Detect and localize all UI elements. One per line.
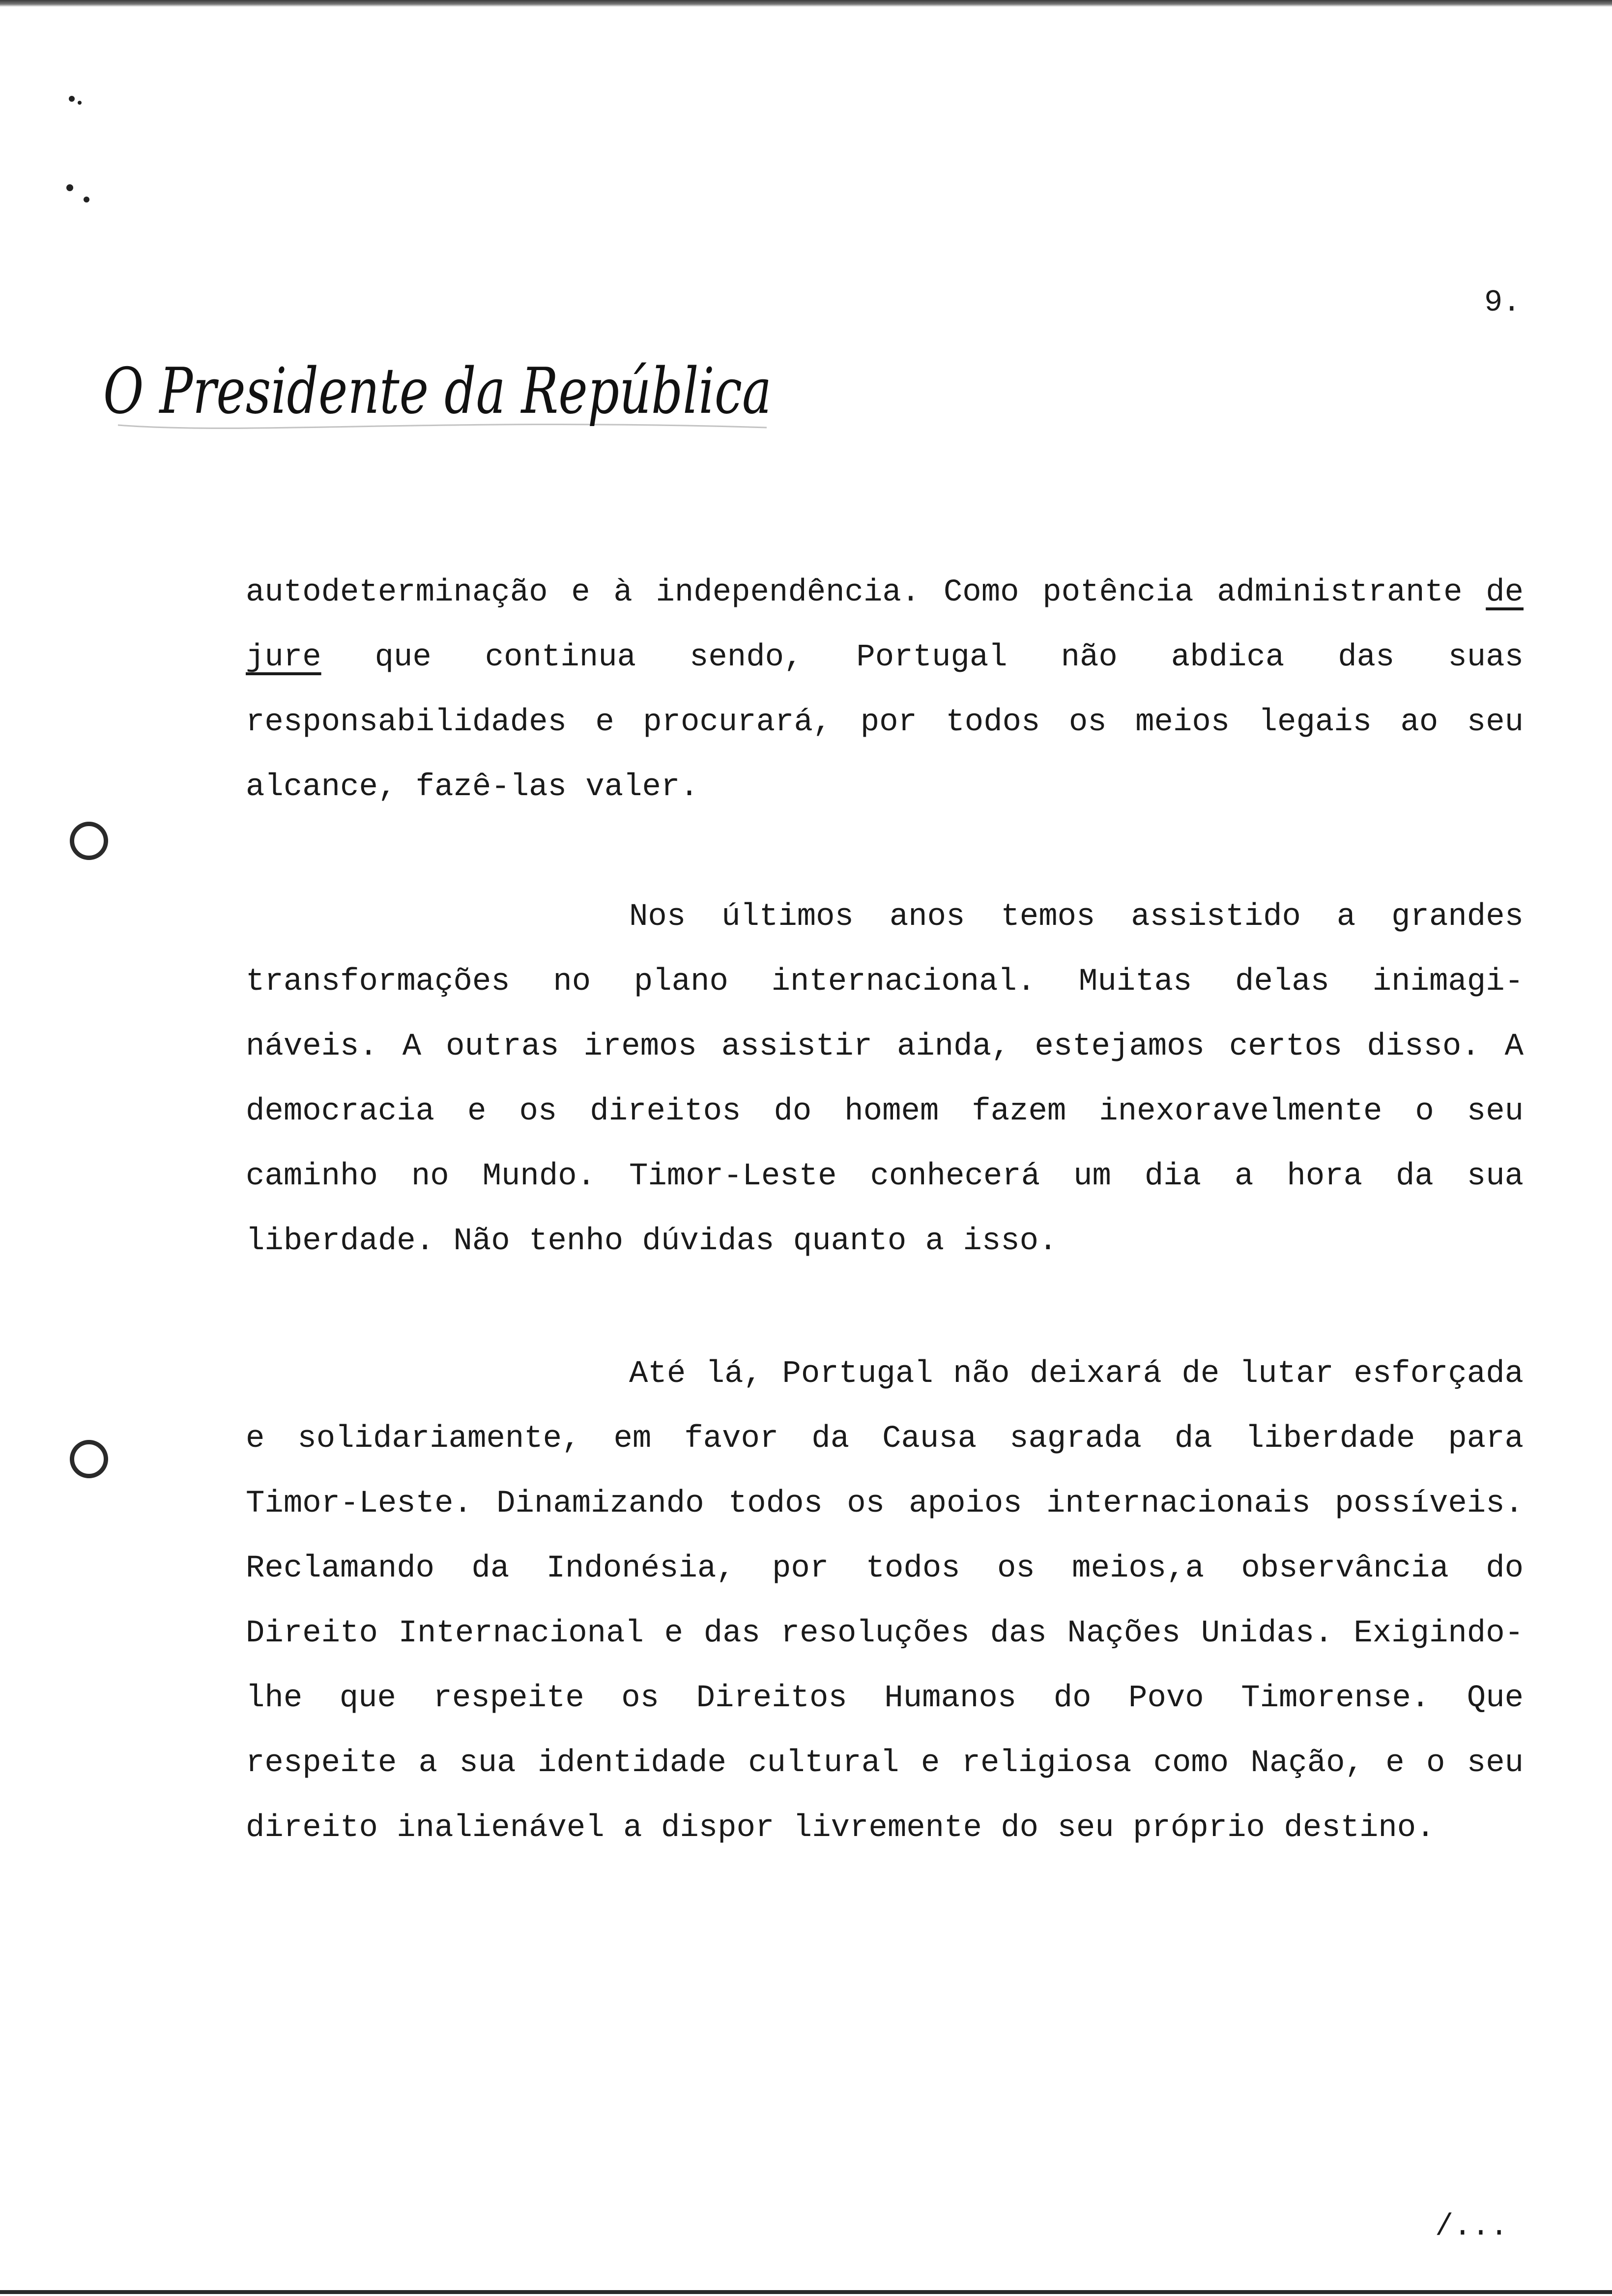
scan-speck [69, 96, 75, 102]
paragraph-3: Até lá, Portugal não deixará de lutar esforçada e solidariamente, em favor da Causa sagrada da liberdade para Timor-Leste. Dinamizando todos os apoios internacionais possíveis. Reclamando da Indonésia, por todos os meios,a observância do Direito Internacional e das resoluções das Nações Unidas. Exigindo-lhe que respeite os Direitos Humanos do Povo Timorense. Que respeite a sua identidade cultural e religiosa como Nação, e o seu direito inalienável a dispor livremente do seu próprio destino. [246, 1356, 1524, 1846]
letter-body-3 [246, 1342, 1524, 1861]
scan-speck [84, 197, 89, 202]
scan-speck [66, 184, 73, 191]
svg-text:O Presidente da República: O Presidente da República [103, 355, 772, 428]
scan-bottom-edge [0, 2290, 1612, 2294]
letterhead-signature-logo [98, 339, 786, 452]
punch-hole-top [70, 822, 108, 860]
paragraph-1-lead: autodeterminação e à independência. Como potência administrante [246, 575, 1486, 610]
continuation-mark: /... [1435, 2209, 1508, 2244]
page-number: 9. [1484, 285, 1521, 320]
scan-speck [78, 101, 82, 105]
punch-hole-bottom [70, 1440, 108, 1478]
letter-body-2 [246, 885, 1524, 1274]
scan-top-edge [0, 0, 1612, 7]
paragraph-1-rest: que continua sendo, Portugal não abdica das suas responsabilidades e procurará, por todos os meios legais ao seu alcance, fazê-las valer. [246, 640, 1524, 805]
paragraph-2: Nos últimos anos temos assistido a grandes transformações no plano internacional. Muitas delas inimagi- náveis. A outras iremos assistir ainda, estejamos certos disso. A democracia e os direitos do homem fazem inexoravelmente o seu caminho no Mundo. Timor-Leste conhecerá um dia a hora da sua liberdade. Não tenho dúvidas quanto a isso. [246, 899, 1524, 1259]
paragraph-1 [246, 560, 1524, 820]
latin-term-de-jure: de jure [246, 575, 1524, 675]
letter-body [246, 560, 1524, 820]
